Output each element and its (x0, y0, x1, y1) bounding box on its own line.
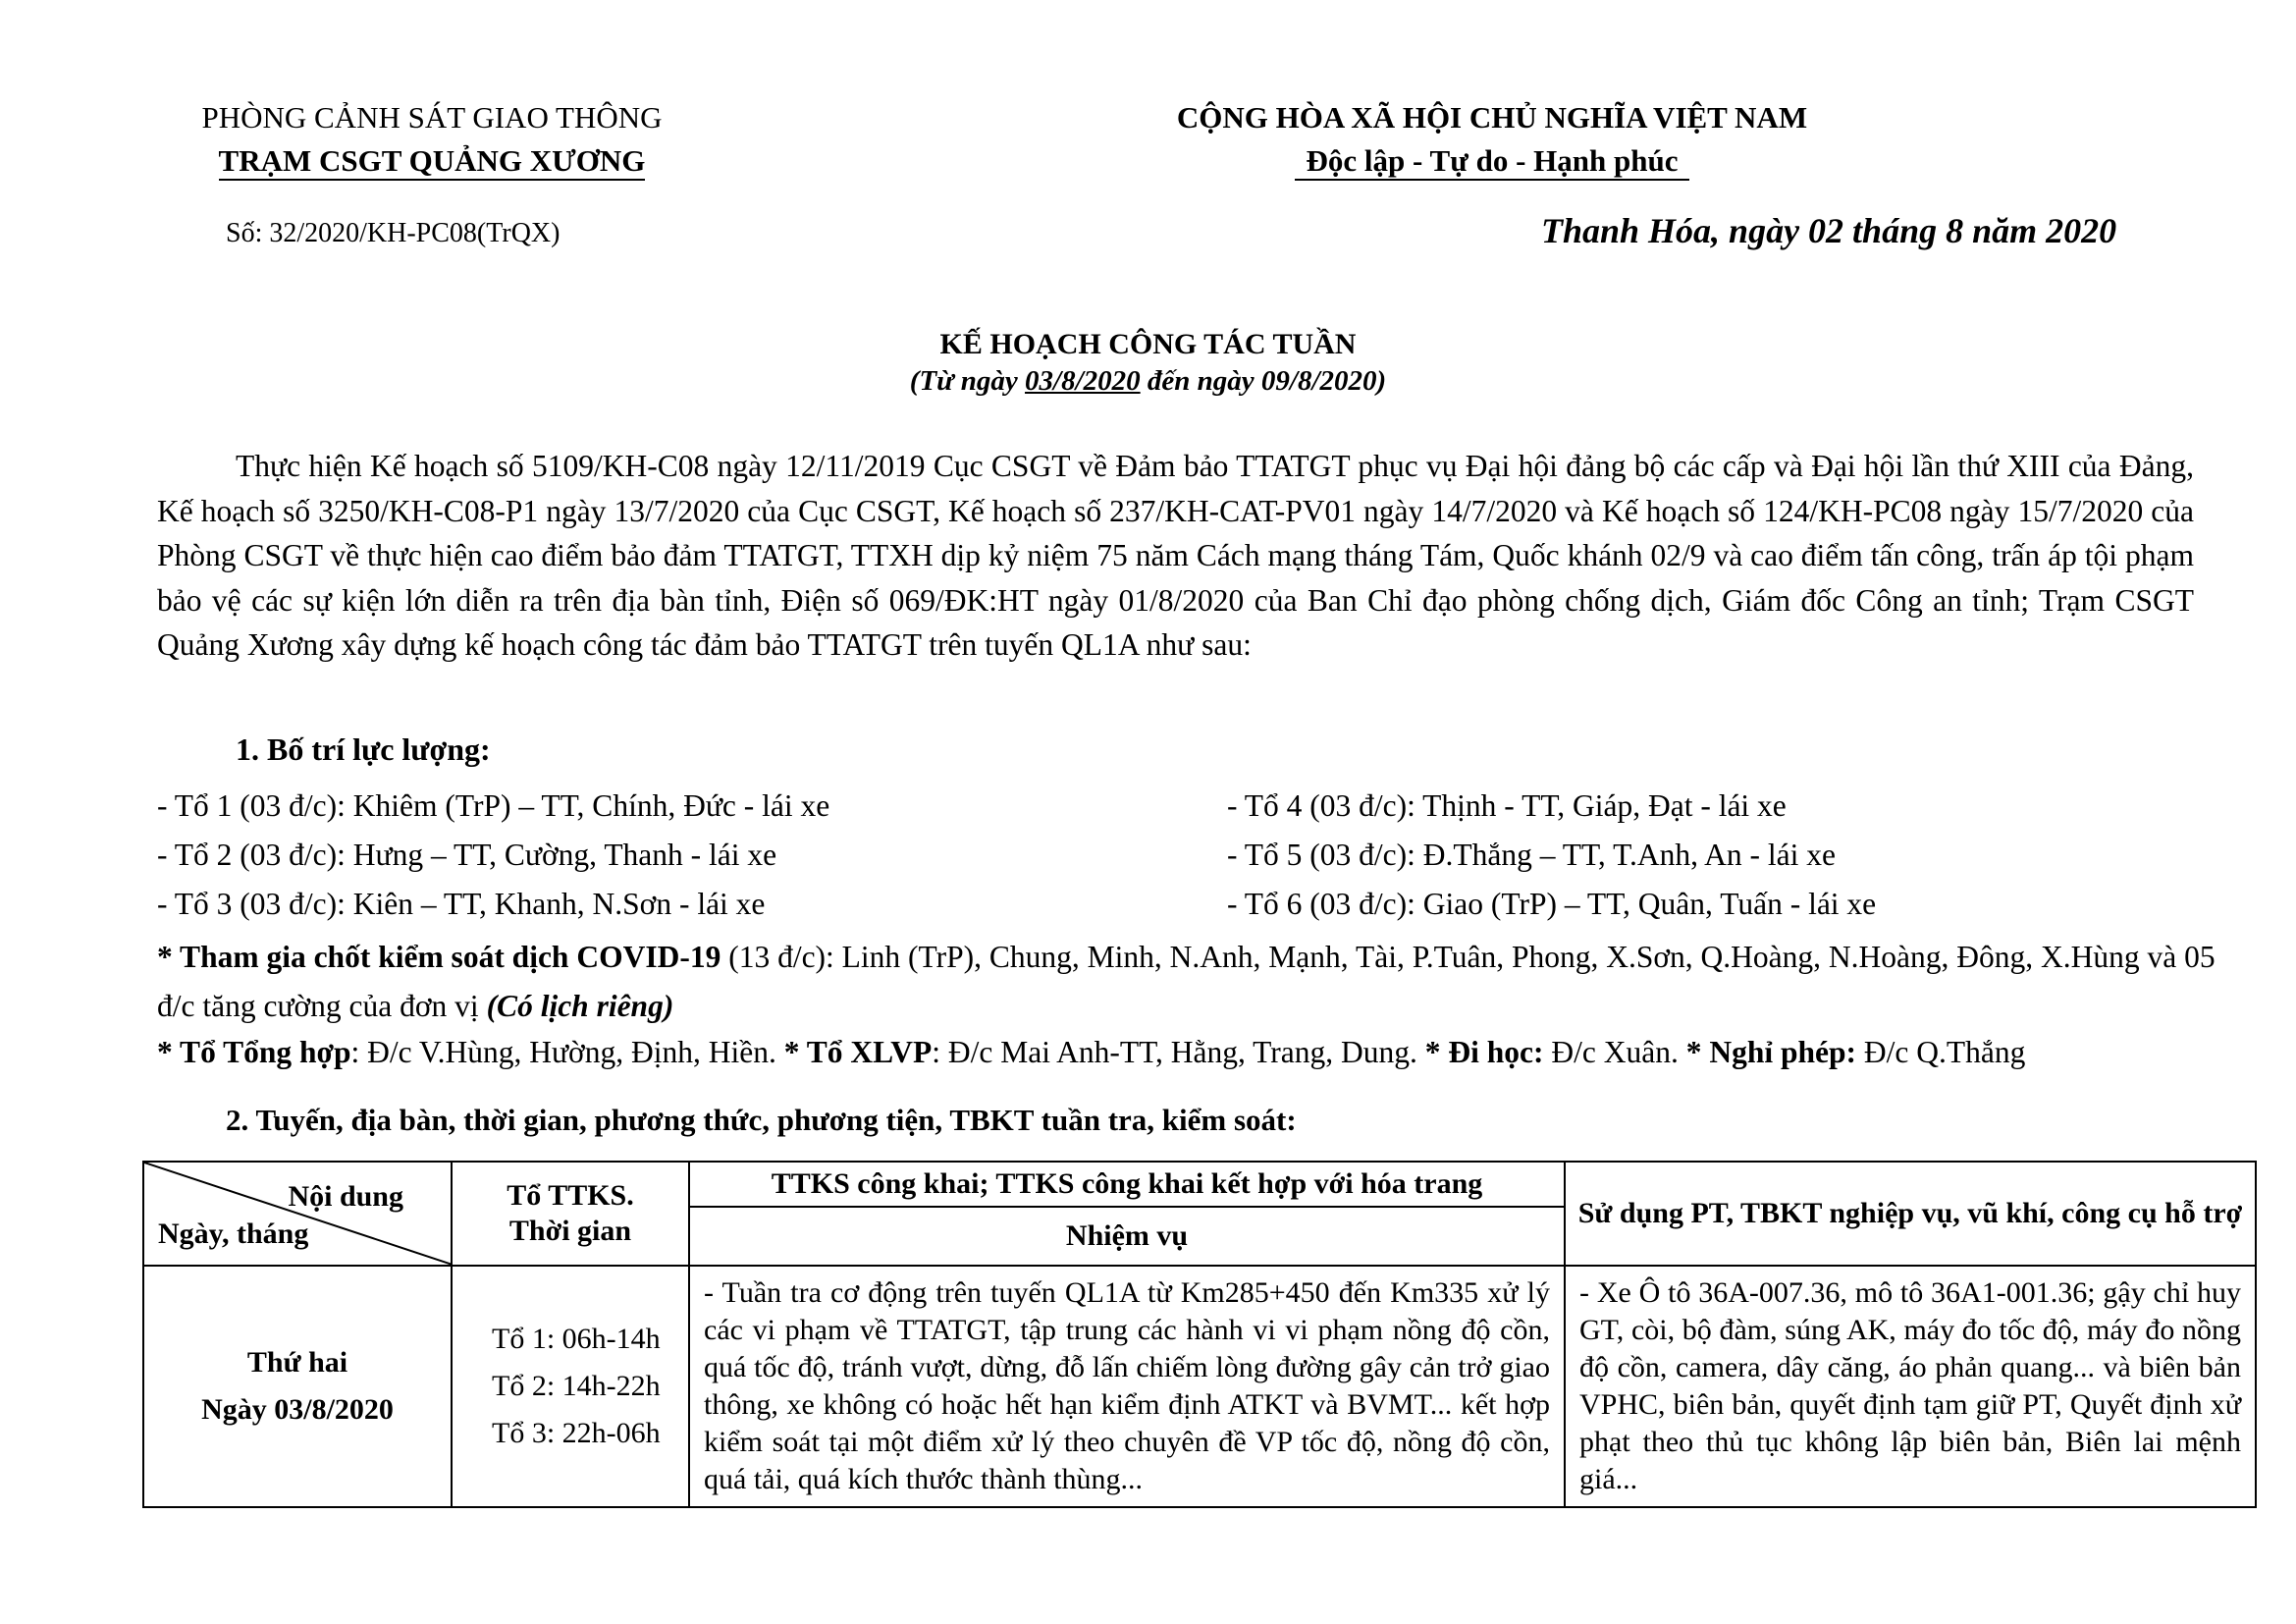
shift-2: Tổ 2: 14h-22h (492, 1370, 661, 1402)
document-title: KẾ HOẠCH CÔNG TÁC TUẦN (939, 328, 1357, 360)
subtitle-to-date: 09/8/2020 (1260, 365, 1377, 397)
agency-name: TRẠM CSGT QUẢNG XƯƠNG (219, 143, 646, 181)
document-subtitle (0, 365, 2296, 398)
subtitle-from-date: 03/8/2020 (1025, 365, 1141, 397)
covid-text: (13 đ/c): Linh (TrP), Chung, Minh, N.Anh, Mạnh, Tài, P.Tuân, Phong, X.Sơn, Q.Hoàng, N.Hoàng, Đông, X.Hùng và 05 đ/c tăng cường của đơn vị (157, 940, 2216, 1023)
team-3: - Tổ 3 (03 đ/c): Kiên – TT, Khanh, N.Sơn - lái xe (157, 887, 766, 921)
shift-3: Tổ 3: 22h-06h (492, 1417, 661, 1449)
misc-text-3: Đ/c Xuân. (1543, 1035, 1686, 1069)
section2-heading: 2. Tuyến, địa bàn, thời gian, phương thức, phương tiện, TBKT tuần tra, kiểm soát: (226, 1103, 1297, 1137)
motto: Độc lập - Tự do - Hạnh phúc (1295, 143, 1690, 181)
subtitle-pre: (Từ ngày (909, 365, 1026, 397)
misc-label-1: * Tổ Tổng hợp (157, 1035, 351, 1069)
schedule-table (142, 1161, 2257, 1508)
table-row (143, 1266, 2256, 1507)
covid-note: (Có lịch riêng) (486, 989, 674, 1023)
document-number: Số: 32/2020/KH-PC08(TrQX) (226, 218, 561, 248)
header-content: Nội dung (288, 1180, 403, 1213)
header-task: Nhiệm vụ (689, 1207, 1565, 1266)
header-time: Thời gian (508, 1215, 632, 1247)
covid-label: * Tham gia chốt kiểm soát dịch COVID-19 (157, 940, 721, 974)
section1-heading: 1. Bố trí lực lượng: (236, 731, 491, 767)
misc-text-1: : Đ/c V.Hùng, Hường, Định, Hiền. (350, 1035, 784, 1069)
day-name: Thứ hai (246, 1346, 348, 1379)
subtitle-mid: đến ngày (1140, 365, 1261, 397)
shifts-cell (452, 1266, 689, 1507)
misc-label-4: * Nghỉ phép: (1685, 1035, 1857, 1069)
misc-label-2: * Tổ XLVP (783, 1035, 933, 1069)
misc-text-4: Đ/c Q.Thắng (1856, 1035, 2026, 1069)
table-header-row-1 (143, 1162, 2256, 1207)
misc-label-3: * Đi học: (1424, 1035, 1544, 1069)
covid-assignment (157, 933, 2258, 1031)
team-1: - Tổ 1 (03 đ/c): Khiêm (TrP) – TT, Chính, Đức - lái xe (157, 788, 830, 823)
header-tools: Sử dụng PT, TBKT nghiệp vụ, vũ khí, công cụ hỗ trợ (1565, 1162, 2256, 1266)
nation-block (1080, 96, 1904, 183)
nation-name: CỘNG HÒA XÃ HỘI CHỦ NGHĨA VIỆT NAM (1176, 100, 1808, 135)
header-ttks: TTKS công khai; TTKS công khai kết hợp với hóa trang (689, 1162, 1565, 1207)
misc-assignments (157, 1035, 2025, 1070)
header-team-time (452, 1162, 689, 1266)
day-cell (143, 1266, 452, 1507)
subtitle-post: ) (1376, 365, 1387, 397)
shift-1: Tổ 1: 06h-14h (492, 1323, 661, 1355)
misc-text-2: : Đ/c Mai Anh-TT, Hằng, Trang, Dung. (932, 1035, 1425, 1069)
team-6: - Tổ 6 (03 đ/c): Giao (TrP) – TT, Quân, Tuấn - lái xe (1227, 887, 1877, 921)
team-4: - Tổ 4 (03 đ/c): Thịnh - TT, Giáp, Đạt - lái xe (1227, 788, 1787, 823)
header-date: Ngày, tháng (158, 1218, 309, 1250)
agency-block (147, 96, 717, 183)
tools-cell: - Xe Ô tô 36A-007.36, mô tô 36A1-001.36; gậy chỉ huy GT, còi, bộ đàm, súng AK, máy đo tốc độ, máy đo nồng độ cồn, camera, dây căng, áo phản quang... và biên bản VPHC, biên bản, quyết định tạm giữ PT, Quyết định xử phạt theo thủ tục không lập biên bản, Biên lai mệnh giá... (1565, 1266, 2256, 1507)
header-team: Tổ TTKS. (507, 1179, 634, 1212)
place-date: Thanh Hóa, ngày 02 tháng 8 năm 2020 (1541, 211, 2117, 250)
intro-paragraph: Thực hiện Kế hoạch số 5109/KH-C08 ngày 12/11/2019 Cục CSGT về Đảm bảo TTATGT phục vụ Đại hội đảng bộ các cấp và Đại hội lần thứ XIII của Đảng, Kế hoạch số 3250/KH-C08-P1 ngày 13/7/2020 của Cục CSGT, Kế hoạch số 237/KH-CAT-PV01 ngày 14/7/2020 và Kế hoạch số 124/KH-PC08 ngày 15/7/2020 của Phòng CSGT về thực hiện cao điểm bảo đảm TTATGT, TTXH dịp kỷ niệm 75 năm Cách mạng tháng Tám, Quốc khánh 02/9 và cao điểm tấn công, trấn áp tội phạm bảo vệ các sự kiện lớn diễn ra trên địa bàn tỉnh, Điện số 069/ĐK:HT ngày 01/8/2020 của Ban Chỉ đạo phòng chống dịch, Giám đốc Công an tỉnh; Trạm CSGT Quảng Xương xây dựng kế hoạch công tác đảm bảo TTATGT trên tuyến QL1A như sau: (157, 449, 2194, 662)
team-5: - Tổ 5 (03 đ/c): Đ.Thắng – TT, T.Anh, An - lái xe (1227, 838, 1836, 872)
task-cell: - Tuần tra cơ động trên tuyến QL1A từ Km285+450 đến Km335 xử lý các vi phạm về TTATGT, tập trung các hành vi vi phạm nồng độ cồn, quá tốc độ, tránh vượt, dừng, đỗ lấn chiếm lòng đường gây cản trở giao thông, xe không có hoặc hết hạn kiểm định ATKT và BVMT... kết hợp kiểm soát tại một điểm xử lý theo chuyên đề VP tốc độ, nồng độ cồn, quá tải, quá kích thước thành thùng... (689, 1266, 1565, 1507)
day-date: Ngày 03/8/2020 (201, 1393, 394, 1426)
agency-parent: PHÒNG CẢNH SÁT GIAO THÔNG (201, 100, 663, 135)
diagonal-header-cell (143, 1162, 452, 1266)
team-2: - Tổ 2 (03 đ/c): Hưng – TT, Cường, Thanh - lái xe (157, 838, 777, 872)
